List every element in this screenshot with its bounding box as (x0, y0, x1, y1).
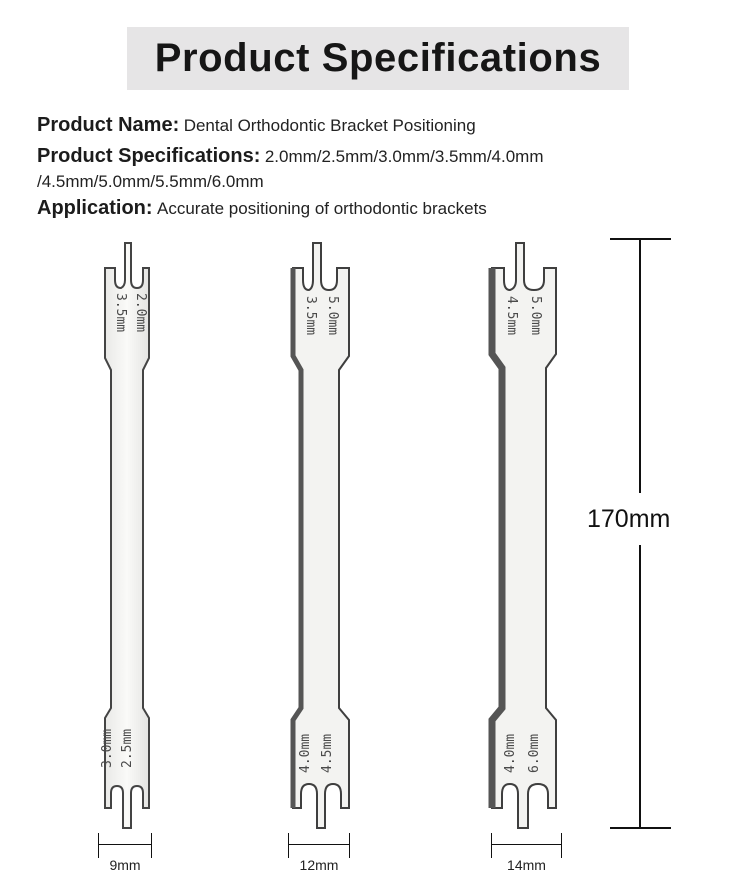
gauge-mark: 3.0mm (100, 728, 115, 768)
gauge-mark: 4.5mm (504, 296, 519, 336)
gauge-mark: 2.0mm (133, 293, 148, 333)
spec-label: Product Name: (37, 114, 180, 136)
spec-value: Accurate positioning of orthodontic brackets (157, 199, 487, 218)
spec-product-specifications (37, 145, 544, 168)
spec-value-continued: /4.5mm/5.0mm/5.5mm/6.0mm (37, 172, 264, 191)
gauge-mark: 2.5mm (120, 728, 135, 768)
gauge-mark: 3.5mm (303, 296, 318, 336)
gauge-mark: 5.0mm (528, 296, 543, 336)
width-label: 14mm (507, 857, 546, 873)
gauge-mark: 3.5mm (113, 293, 128, 333)
page-title: Product Specifications (154, 36, 602, 80)
gauge-mark: 4.5mm (320, 733, 335, 773)
gauge-mark: 6.0mm (527, 733, 542, 773)
title-banner (127, 27, 629, 90)
spec-value: Dental Orthodontic Bracket Positioning (183, 116, 476, 135)
spec-product-name (37, 114, 476, 137)
height-label: 170mm (587, 505, 671, 533)
spec-application (37, 197, 487, 220)
gauge-mark: 4.0mm (298, 733, 313, 773)
gauge-mark: 4.0mm (503, 733, 518, 773)
positioning-gauge-12mm (283, 238, 363, 833)
width-label: 9mm (109, 857, 141, 873)
spec-label: Product Specifications: (37, 145, 261, 167)
positioning-gauge-9mm (95, 238, 165, 833)
gauge-mark: 5.0mm (325, 296, 340, 336)
width-label: 12mm (299, 857, 339, 873)
spec-label: Application: (37, 197, 153, 219)
spec-value: 2.0mm/2.5mm/3.0mm/3.5mm/4.0mm (264, 147, 544, 166)
positioning-gauge-14mm (482, 238, 572, 833)
